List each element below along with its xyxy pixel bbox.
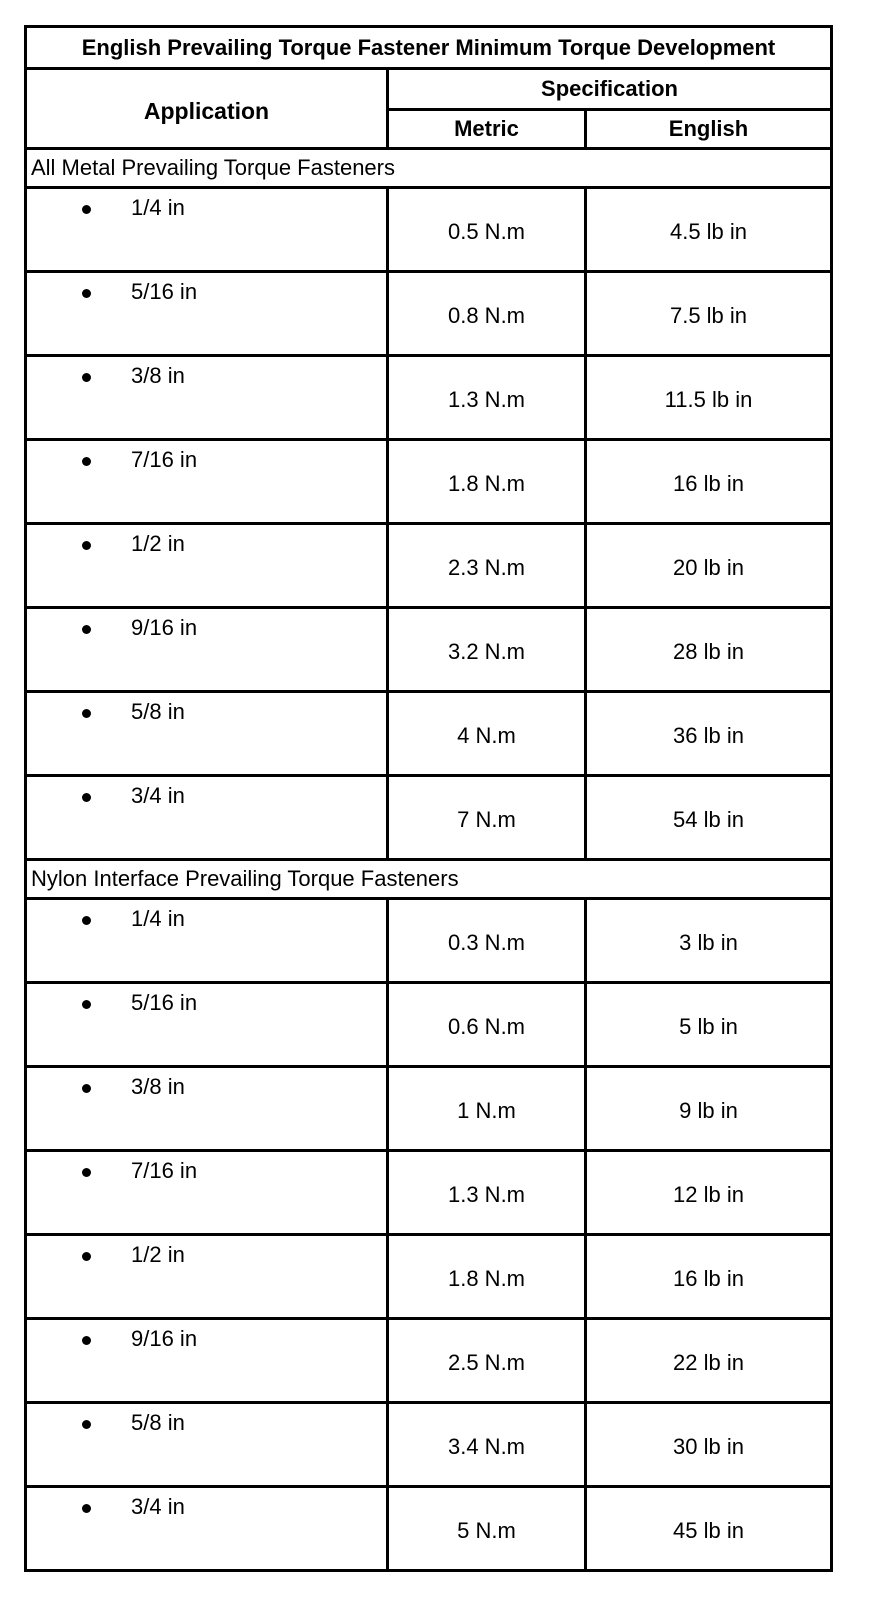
bullet-icon (82, 1084, 91, 1093)
table-row (26, 692, 832, 776)
english-value: 36 lb in (586, 692, 832, 776)
english-column-header: English (586, 110, 832, 149)
metric-value: 2.5 N.m (388, 1319, 586, 1403)
metric-value: 0.3 N.m (388, 899, 586, 983)
english-value: 22 lb in (586, 1319, 832, 1403)
fastener-size-label: 7/16 in (131, 1158, 198, 1183)
english-value: 3 lb in (586, 899, 832, 983)
table-header (26, 27, 832, 149)
fastener-size-cell (26, 1403, 388, 1487)
metric-value: 0.8 N.m (388, 272, 586, 356)
fastener-size-label: 5/16 in (131, 990, 198, 1015)
fastener-size-cell (26, 440, 388, 524)
table-body (26, 149, 832, 1571)
fastener-size-cell (26, 983, 388, 1067)
fastener-size-label: 1/4 in (131, 195, 185, 220)
fastener-size-cell (26, 356, 388, 440)
fastener-size-cell (26, 1067, 388, 1151)
bullet-icon (82, 916, 91, 925)
bullet-icon (82, 625, 91, 634)
table-row (26, 776, 832, 860)
metric-value: 5 N.m (388, 1487, 586, 1571)
english-value: 30 lb in (586, 1403, 832, 1487)
table-title: English Prevailing Torque Fastener Minimum Torque Development (26, 27, 832, 69)
fastener-size-cell (26, 776, 388, 860)
metric-value: 0.6 N.m (388, 983, 586, 1067)
english-value: 5 lb in (586, 983, 832, 1067)
torque-spec-table (24, 25, 833, 1572)
table-row (26, 356, 832, 440)
section-header-row (26, 860, 832, 899)
metric-value: 7 N.m (388, 776, 586, 860)
fastener-size-label: 1/2 in (131, 1242, 185, 1267)
metric-value: 1.8 N.m (388, 440, 586, 524)
application-column-header: Application (26, 69, 388, 149)
section-header-row (26, 149, 832, 188)
fastener-size-cell (26, 1487, 388, 1571)
fastener-size-cell (26, 608, 388, 692)
bullet-icon (82, 457, 91, 466)
english-value: 45 lb in (586, 1487, 832, 1571)
metric-value: 3.4 N.m (388, 1403, 586, 1487)
bullet-icon (82, 373, 91, 382)
english-value: 9 lb in (586, 1067, 832, 1151)
english-value: 12 lb in (586, 1151, 832, 1235)
fastener-size-label: 5/16 in (131, 279, 198, 304)
bullet-icon (82, 289, 91, 298)
english-value: 20 lb in (586, 524, 832, 608)
metric-value: 4 N.m (388, 692, 586, 776)
table-row (26, 1403, 832, 1487)
section-label: Nylon Interface Prevailing Torque Fasteners (26, 860, 832, 899)
fastener-size-label: 9/16 in (131, 1326, 198, 1351)
bullet-icon (82, 1000, 91, 1009)
metric-column-header: Metric (388, 110, 586, 149)
fastener-size-label: 1/4 in (131, 906, 185, 931)
table-row (26, 188, 832, 272)
fastener-size-cell (26, 272, 388, 356)
english-value: 11.5 lb in (586, 356, 832, 440)
metric-value: 1.3 N.m (388, 1151, 586, 1235)
english-value: 28 lb in (586, 608, 832, 692)
fastener-size-label: 3/8 in (131, 1074, 185, 1099)
table-row (26, 1319, 832, 1403)
fastener-size-cell (26, 524, 388, 608)
table-row (26, 1487, 832, 1571)
metric-value: 1.3 N.m (388, 356, 586, 440)
bullet-icon (82, 541, 91, 550)
fastener-size-cell (26, 188, 388, 272)
metric-value: 3.2 N.m (388, 608, 586, 692)
fastener-size-label: 3/4 in (131, 1494, 185, 1519)
fastener-size-label: 5/8 in (131, 699, 185, 724)
table-row (26, 899, 832, 983)
english-value: 16 lb in (586, 440, 832, 524)
metric-value: 1 N.m (388, 1067, 586, 1151)
bullet-icon (82, 1504, 91, 1513)
table-row (26, 608, 832, 692)
section-label: All Metal Prevailing Torque Fasteners (26, 149, 832, 188)
metric-value: 0.5 N.m (388, 188, 586, 272)
table-row (26, 440, 832, 524)
table-row (26, 1067, 832, 1151)
bullet-icon (82, 1420, 91, 1429)
fastener-size-label: 3/8 in (131, 363, 185, 388)
specification-column-header: Specification (388, 69, 832, 110)
fastener-size-label: 1/2 in (131, 531, 185, 556)
english-value: 54 lb in (586, 776, 832, 860)
bullet-icon (82, 709, 91, 718)
metric-value: 1.8 N.m (388, 1235, 586, 1319)
table-row (26, 983, 832, 1067)
fastener-size-cell (26, 1319, 388, 1403)
fastener-size-cell (26, 692, 388, 776)
english-value: 4.5 lb in (586, 188, 832, 272)
table-row (26, 1151, 832, 1235)
fastener-size-cell (26, 1151, 388, 1235)
metric-value: 2.3 N.m (388, 524, 586, 608)
english-value: 7.5 lb in (586, 272, 832, 356)
fastener-size-cell (26, 899, 388, 983)
table-row (26, 272, 832, 356)
fastener-size-cell (26, 1235, 388, 1319)
english-value: 16 lb in (586, 1235, 832, 1319)
bullet-icon (82, 1252, 91, 1261)
bullet-icon (82, 205, 91, 214)
table-row (26, 524, 832, 608)
bullet-icon (82, 1336, 91, 1345)
bullet-icon (82, 1168, 91, 1177)
fastener-size-label: 5/8 in (131, 1410, 185, 1435)
table-row (26, 1235, 832, 1319)
bullet-icon (82, 793, 91, 802)
fastener-size-label: 7/16 in (131, 447, 198, 472)
fastener-size-label: 3/4 in (131, 783, 185, 808)
fastener-size-label: 9/16 in (131, 615, 198, 640)
